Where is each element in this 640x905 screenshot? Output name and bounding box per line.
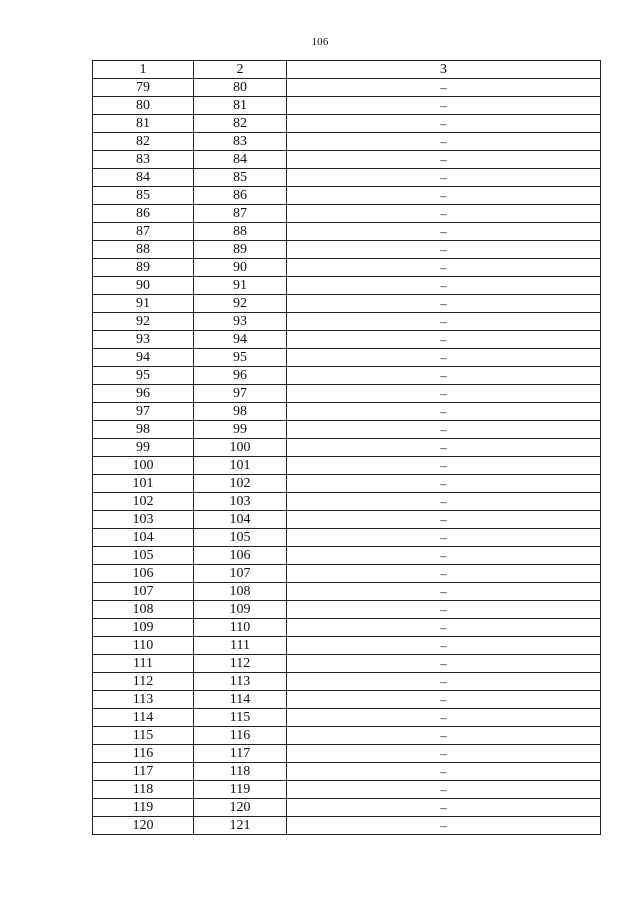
table-cell: – (287, 457, 601, 475)
table-row (93, 511, 601, 529)
table-cell: – (287, 511, 601, 529)
table-cell: 90 (93, 277, 194, 295)
table-cell: 89 (93, 259, 194, 277)
table-cell: 111 (93, 655, 194, 673)
table-cell: – (287, 169, 601, 187)
page-number: 106 (311, 36, 329, 48)
table-cell: – (287, 313, 601, 331)
table-row (93, 745, 601, 763)
table-cell: 97 (93, 403, 194, 421)
table-row (93, 331, 601, 349)
table-cell: 85 (93, 187, 194, 205)
table-row (93, 691, 601, 709)
table-cell: – (287, 673, 601, 691)
table-cell: – (287, 493, 601, 511)
table-cell: 81 (93, 115, 194, 133)
table-cell: 94 (194, 331, 287, 349)
table-cell: 86 (194, 187, 287, 205)
table-row (93, 439, 601, 457)
table-cell: 98 (194, 403, 287, 421)
table-row (93, 637, 601, 655)
table-row (93, 187, 601, 205)
table-cell: 119 (194, 781, 287, 799)
table-row (93, 547, 601, 565)
table-cell: 82 (93, 133, 194, 151)
table-cell: – (287, 79, 601, 97)
table-cell: – (287, 691, 601, 709)
table-cell: – (287, 385, 601, 403)
table-row (93, 565, 601, 583)
table-row (93, 619, 601, 637)
table-cell: 112 (93, 673, 194, 691)
table-cell: 101 (93, 475, 194, 493)
table-row (93, 97, 601, 115)
table-row (93, 403, 601, 421)
table-cell: – (287, 583, 601, 601)
table-cell: 106 (194, 547, 287, 565)
table-cell: 107 (93, 583, 194, 601)
table-cell: 114 (93, 709, 194, 727)
table-cell: – (287, 529, 601, 547)
table-row (93, 385, 601, 403)
table-cell: 80 (194, 79, 287, 97)
table-cell: – (287, 187, 601, 205)
table-cell: 121 (194, 817, 287, 835)
table-cell: 107 (194, 565, 287, 583)
table-row (93, 475, 601, 493)
table-cell: 105 (93, 547, 194, 565)
table-cell: – (287, 367, 601, 385)
table-cell: 98 (93, 421, 194, 439)
table-cell: 85 (194, 169, 287, 187)
table-cell: 93 (194, 313, 287, 331)
table-cell: – (287, 259, 601, 277)
table-cell: 106 (93, 565, 194, 583)
table-row (93, 241, 601, 259)
table-cell: 91 (194, 277, 287, 295)
table-cell: – (287, 241, 601, 259)
table-row (93, 781, 601, 799)
table-cell: 110 (93, 637, 194, 655)
table-cell: 114 (194, 691, 287, 709)
table-cell: 89 (194, 241, 287, 259)
table-row (93, 115, 601, 133)
table-row (93, 763, 601, 781)
table-cell: – (287, 475, 601, 493)
table-cell: 117 (93, 763, 194, 781)
table-cell: 79 (93, 79, 194, 97)
table-row (93, 673, 601, 691)
table-cell: – (287, 277, 601, 295)
table-cell: 90 (194, 259, 287, 277)
table-row (93, 151, 601, 169)
table-cell: – (287, 727, 601, 745)
table-row (93, 817, 601, 835)
table-cell: 118 (194, 763, 287, 781)
table-cell: 118 (93, 781, 194, 799)
table-row (93, 583, 601, 601)
table-row (93, 205, 601, 223)
table-row (93, 655, 601, 673)
table-cell: 95 (194, 349, 287, 367)
table-header-row (93, 61, 601, 79)
table-cell: 86 (93, 205, 194, 223)
table-cell: 96 (194, 367, 287, 385)
table-cell: 109 (194, 601, 287, 619)
table-cell: 83 (194, 133, 287, 151)
table-cell: – (287, 349, 601, 367)
table-cell: – (287, 223, 601, 241)
table-cell: 104 (93, 529, 194, 547)
table-cell: 82 (194, 115, 287, 133)
table-cell: 108 (93, 601, 194, 619)
table-cell: 104 (194, 511, 287, 529)
data-table (92, 60, 601, 835)
table-cell: 102 (194, 475, 287, 493)
table-cell: 116 (93, 745, 194, 763)
table-cell: – (287, 331, 601, 349)
table-cell: 117 (194, 745, 287, 763)
table-row (93, 313, 601, 331)
table-cell: 87 (93, 223, 194, 241)
table-cell: 109 (93, 619, 194, 637)
table-cell: 119 (93, 799, 194, 817)
table-cell: 99 (194, 421, 287, 439)
table-cell: 99 (93, 439, 194, 457)
table-cell: 87 (194, 205, 287, 223)
table-body (93, 79, 601, 835)
table-row (93, 529, 601, 547)
table-row (93, 421, 601, 439)
table-row (93, 799, 601, 817)
table-cell: 113 (93, 691, 194, 709)
table-cell: 91 (93, 295, 194, 313)
table-cell: – (287, 151, 601, 169)
table-cell: – (287, 601, 601, 619)
table-row (93, 493, 601, 511)
table-cell: – (287, 619, 601, 637)
table-cell: 116 (194, 727, 287, 745)
column-header: 1 (93, 61, 194, 79)
table-cell: – (287, 763, 601, 781)
table-cell: – (287, 133, 601, 151)
table-row (93, 79, 601, 97)
table-cell: 105 (194, 529, 287, 547)
table-row (93, 727, 601, 745)
table-cell: 81 (194, 97, 287, 115)
table-cell: 108 (194, 583, 287, 601)
table-cell: – (287, 637, 601, 655)
column-header: 3 (287, 61, 601, 79)
table-row (93, 349, 601, 367)
table-cell: – (287, 781, 601, 799)
table-cell: 92 (194, 295, 287, 313)
table-cell: – (287, 709, 601, 727)
table-row (93, 367, 601, 385)
table-cell: 111 (194, 637, 287, 655)
table-cell: 94 (93, 349, 194, 367)
table-row (93, 133, 601, 151)
table-row (93, 709, 601, 727)
table-cell: 115 (194, 709, 287, 727)
table-cell: 113 (194, 673, 287, 691)
table-cell: – (287, 295, 601, 313)
column-header: 2 (194, 61, 287, 79)
table-cell: 84 (194, 151, 287, 169)
table-cell: 102 (93, 493, 194, 511)
table-cell: 120 (194, 799, 287, 817)
table-row (93, 169, 601, 187)
table-cell: 103 (93, 511, 194, 529)
table-cell: 96 (93, 385, 194, 403)
table-row (93, 277, 601, 295)
table-cell: 101 (194, 457, 287, 475)
table-cell: – (287, 745, 601, 763)
table-row (93, 457, 601, 475)
table-cell: – (287, 115, 601, 133)
table-cell: 115 (93, 727, 194, 745)
table-cell: 88 (93, 241, 194, 259)
table-cell: 92 (93, 313, 194, 331)
table-cell: 112 (194, 655, 287, 673)
table-cell: 100 (194, 439, 287, 457)
table-cell: 110 (194, 619, 287, 637)
table-cell: – (287, 421, 601, 439)
table-row (93, 295, 601, 313)
table-cell: – (287, 547, 601, 565)
table-cell: – (287, 403, 601, 421)
table-cell: – (287, 205, 601, 223)
table-cell: 84 (93, 169, 194, 187)
table-cell: 88 (194, 223, 287, 241)
table-cell: 100 (93, 457, 194, 475)
table-row (93, 259, 601, 277)
table-cell: – (287, 817, 601, 835)
table-row (93, 223, 601, 241)
table-cell: 83 (93, 151, 194, 169)
table-cell: 103 (194, 493, 287, 511)
table-cell: – (287, 565, 601, 583)
table-cell: 97 (194, 385, 287, 403)
table-cell: 95 (93, 367, 194, 385)
table-cell: 80 (93, 97, 194, 115)
table-cell: – (287, 799, 601, 817)
table-cell: – (287, 655, 601, 673)
table-row (93, 601, 601, 619)
table-cell: – (287, 97, 601, 115)
table-cell: – (287, 439, 601, 457)
table-cell: 120 (93, 817, 194, 835)
table-cell: 93 (93, 331, 194, 349)
